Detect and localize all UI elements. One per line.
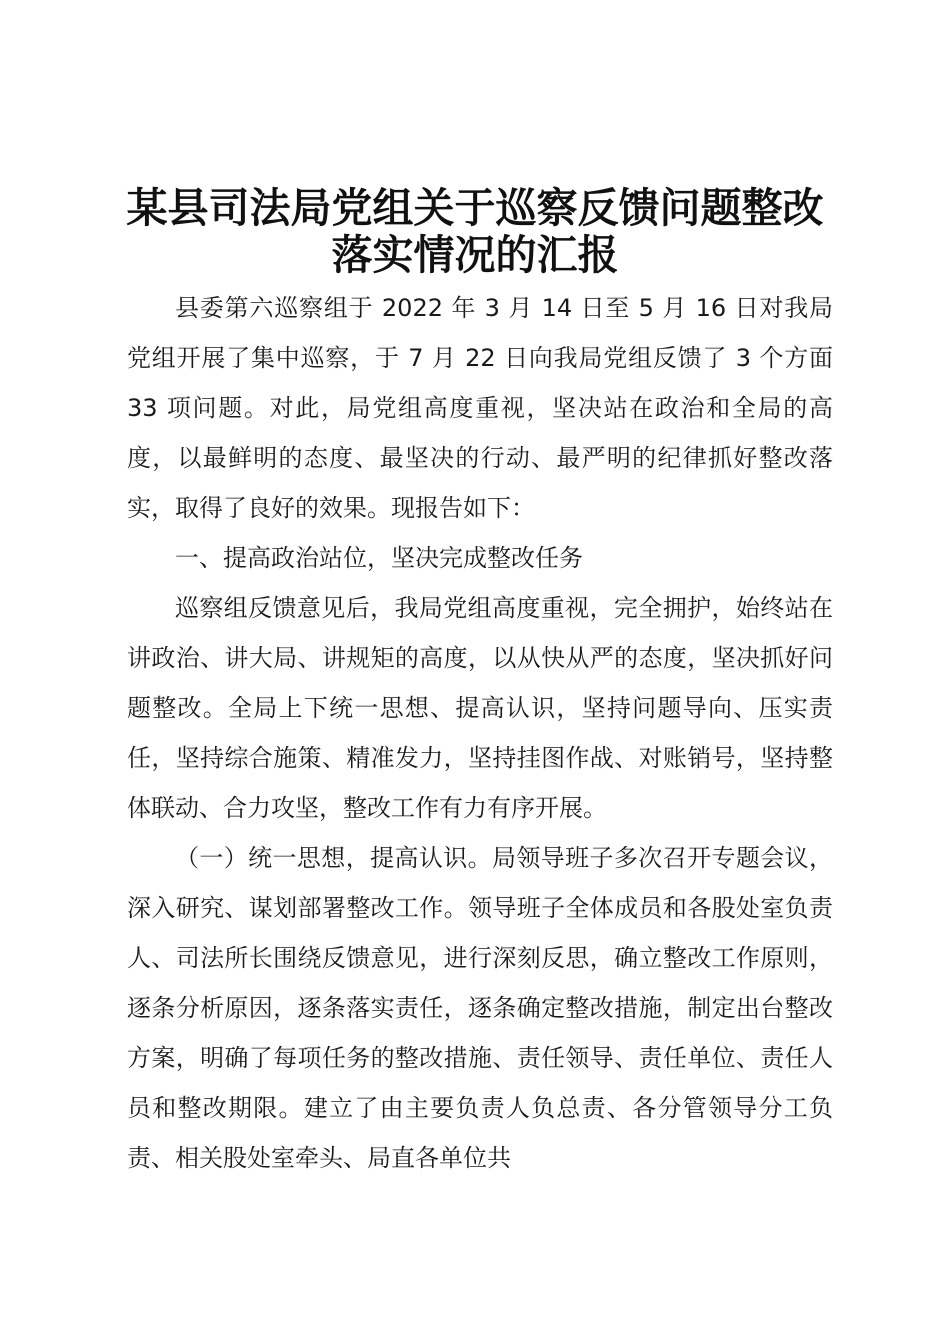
document-title-line-1: 某县司法局党组关于巡察反馈问题整改	[126, 184, 824, 232]
section-heading-1: 一、提高政治站位，坚决完成整改任务	[175, 544, 583, 572]
paragraph-section-1: 巡察组反馈意见后，我局党组高度重视，完全拥护，始终站在讲政治、讲大局、讲规矩的高度，以从快从严的态度，坚决抓好问题整改。全局上下统一思想、提高认识，坚持问题导向、压实责任，坚持综合施策、精准发力，坚持挂图作战、对账销号，坚持整体联动、合力攻坚，整改工作有力有序开展。	[127, 594, 833, 822]
document-title-line-2: 落实情况的汇报	[331, 231, 619, 279]
document-body	[127, 283, 833, 1183]
paragraph-intro: 县委第六巡察组于 2022 年 3 月 14 日至 5 月 16 日对我局党组开展了集中巡察，于 7 月 22 日向我局党组反馈了 3 个方面 33 项问题。对此，局党组高度重视，坚决站在政治和全局的高度，以最鲜明的态度、最坚决的行动、最严明的纪律抓好整改落实，取得了良好的效果。现报告如下：	[127, 294, 833, 522]
paragraph-subsection-1: （一）统一思想，提高认识。局领导班子多次召开专题会议，深入研究、谋划部署整改工作。领导班子全体成员和各股处室负责人、司法所长围绕反馈意见，进行深刻反思，确立整改工作原则，逐条分析原因，逐条落实责任，逐条确定整改措施，制定出台整改方案，明确了每项任务的整改措施、责任领导、责任单位、责任人员和整改期限。建立了由主要负责人负总责、各分管领导分工负责、相关股处室牵头、局直各单位共	[127, 844, 833, 1172]
